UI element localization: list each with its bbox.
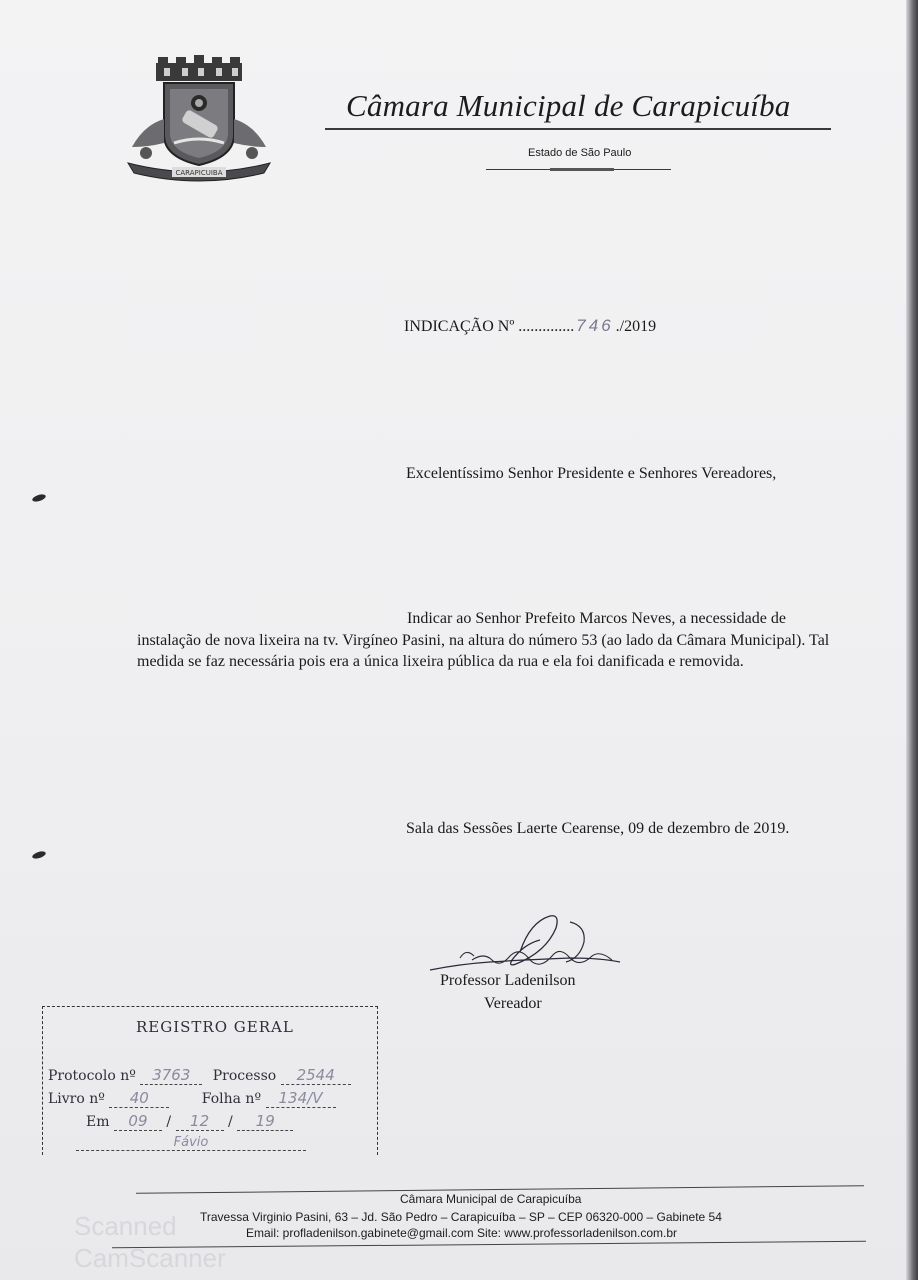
date-month: 12: [176, 1112, 224, 1131]
state-subtitle: Estado de São Paulo: [528, 147, 632, 159]
footer-council-name: Câmara Municipal de Carapicuíba: [400, 1192, 582, 1206]
indicacao-number: 746: [576, 316, 614, 335]
book-label: Livro nº: [48, 1091, 105, 1107]
svg-text:CARAPICUIBA: CARAPICUIBA: [175, 169, 223, 177]
registration-stamp: [42, 1006, 378, 1156]
footer-contact: Email: profladenilson.gabinete@gmail.com Site: www.professorladenilson.com.br: [246, 1226, 678, 1240]
date-slash: /: [166, 1114, 172, 1130]
municipal-coat-of-arms-icon: [124, 55, 274, 185]
protocol-label: Protocolo nº: [48, 1068, 136, 1084]
council-title: Câmara Municipal de Carapicuíba: [346, 88, 791, 123]
closing-date-line: Sala das Sessões Laerte Cearense, 09 de dezembro de 2019.: [406, 820, 790, 837]
scanner-watermark: [74, 1210, 226, 1274]
process-value: 2544: [281, 1066, 351, 1085]
header-divider: [325, 128, 831, 130]
salutation: Excelentíssimo Senhor Presidente e Senhores Vereadores,: [406, 465, 777, 482]
indicacao-year: /2019: [619, 318, 657, 335]
date-year: 19: [237, 1112, 293, 1131]
sheet-value: 134/V: [266, 1089, 336, 1108]
process-label: Processo: [212, 1068, 277, 1084]
watermark-line-2: CamScanner: [74, 1243, 226, 1273]
date-slash: /: [228, 1114, 233, 1130]
indication-body: Indicar ao Senhor Prefeito Marcos Neves, a necessidade de instalação de nova lixeira na tv. Virgíneo Pasini, na altura do número 53 (ao lado da Câmara Municipal). Tal medida se faz necessária pois era a única lixeira pública da rua e ela foi danificada e removida.: [137, 610, 830, 670]
protocol-value: 3763: [140, 1066, 202, 1085]
footer-address: Travessa Virginio Pasini, 63 – Jd. São Pedro – Carapicuíba – SP – CEP 06320-000 – Gabinete 54: [200, 1210, 722, 1224]
stamp-protocol-row: [48, 1066, 351, 1085]
stamp-date-row: [86, 1112, 293, 1131]
punch-hole-mark: [31, 493, 46, 503]
page-edge-shadow: [906, 0, 918, 1280]
signer-role: Vereador: [484, 995, 542, 1012]
indicacao-label: INDICAÇÃO Nº: [404, 318, 515, 335]
subtitle-divider-accent: [550, 168, 614, 171]
indicacao-dots: ..............: [518, 318, 575, 335]
punch-hole-mark: [31, 850, 46, 860]
stamp-title: REGISTRO GERAL: [136, 1018, 294, 1036]
watermark-line-1: Scanned: [74, 1211, 177, 1241]
signer-name: Professor Ladenilson: [440, 972, 576, 989]
date-day: 09: [114, 1112, 162, 1131]
sheet-label: Folha nº: [201, 1091, 262, 1107]
date-label: Em: [86, 1114, 110, 1130]
indicacao-dots-after: .: [615, 318, 620, 335]
stamp-book-row: [48, 1089, 336, 1108]
book-value: 40: [109, 1089, 169, 1108]
indicacao-heading: [404, 316, 656, 336]
clerk-initials: Fávio: [76, 1135, 306, 1151]
stamp-initials-row: [76, 1134, 306, 1151]
